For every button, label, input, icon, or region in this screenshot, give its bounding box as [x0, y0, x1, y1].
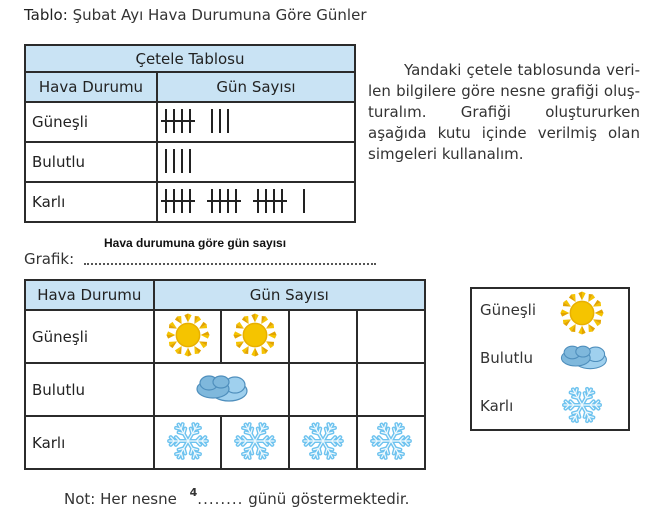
tally-col-weather: Hava Durumu	[25, 72, 157, 102]
tally-row-snowy-name: Karlı	[25, 182, 157, 222]
snowflake-glyph	[562, 385, 602, 425]
graph-cell	[289, 363, 357, 416]
grafik-label: Grafik:	[24, 250, 75, 268]
page-title	[24, 6, 366, 24]
graph-cell	[221, 416, 289, 469]
grafik-dotted-line	[84, 253, 376, 265]
graph-cell	[357, 363, 425, 416]
tally-table	[24, 44, 356, 223]
legend-label-snowy: Karlı	[480, 397, 514, 415]
sun-icon	[560, 291, 604, 339]
graph-col-weather: Hava Durumu	[25, 280, 154, 310]
sun-icon	[166, 313, 210, 357]
graph-row-sunny-name: Güneşli	[25, 310, 154, 363]
graph-cell	[154, 310, 222, 363]
legend-label-cloudy: Bulutlu	[480, 349, 534, 367]
snowflake-icon	[302, 420, 344, 462]
snowflake-icon	[234, 420, 276, 462]
tally-marks	[158, 143, 354, 177]
symbol-legend	[470, 287, 630, 431]
graph-cell	[357, 310, 425, 363]
tally-row-cloudy-name: Bulutlu	[25, 142, 157, 182]
snowflake-icon	[370, 420, 412, 462]
note-dots: ........	[197, 490, 244, 508]
tally-caption: Çetele Tablosu	[25, 45, 355, 72]
sun-icon	[233, 313, 277, 357]
cloud-icon	[556, 341, 610, 377]
object-graph-table	[24, 279, 426, 470]
snowflake-icon	[562, 385, 602, 429]
cloud-icon	[191, 371, 251, 405]
tally-col-days: Gün Sayısı	[157, 72, 355, 102]
graph-cell	[289, 416, 357, 469]
note-label: Not:	[64, 490, 96, 508]
grafik-title: Hava durumuna göre gün sayısı	[104, 236, 287, 250]
graph-row-cloudy-name: Bulutlu	[25, 363, 154, 416]
note-line	[64, 486, 410, 508]
sun-glyph	[560, 291, 604, 335]
graph-cell	[154, 363, 290, 416]
graph-col-days: Gün Sayısı	[154, 280, 425, 310]
note-value: 4	[189, 486, 198, 499]
graph-cell	[289, 310, 357, 363]
note-after: günü göstermektedir.	[248, 490, 410, 508]
tally-row-sunny-name: Güneşli	[25, 102, 157, 142]
note-before: Her nesne	[100, 490, 177, 508]
cloud-glyph	[556, 341, 610, 373]
graph-cell	[357, 416, 425, 469]
tally-marks	[158, 103, 354, 137]
title-label: Tablo:	[24, 6, 68, 24]
tally-row-sunny-marks	[157, 102, 355, 142]
snowflake-icon	[167, 420, 209, 462]
graph-row-snowy-name: Karlı	[25, 416, 154, 469]
tally-marks	[158, 183, 354, 217]
tally-row-cloudy-marks	[157, 142, 355, 182]
title-text: Şubat Ayı Hava Durumuna Göre Günler	[72, 6, 367, 24]
legend-label-sunny: Güneşli	[480, 301, 537, 319]
graph-cell	[221, 310, 289, 363]
instruction-paragraph: Yandaki çetele tablosunda veri-len bilgilere göre nesne grafiği oluş-turalım. Grafiği oluştururken aşağıda kutu içinde verilmiş olan simgeleri kullanalım.	[368, 61, 640, 163]
graph-cell	[154, 416, 222, 469]
tally-row-snowy-marks	[157, 182, 355, 222]
